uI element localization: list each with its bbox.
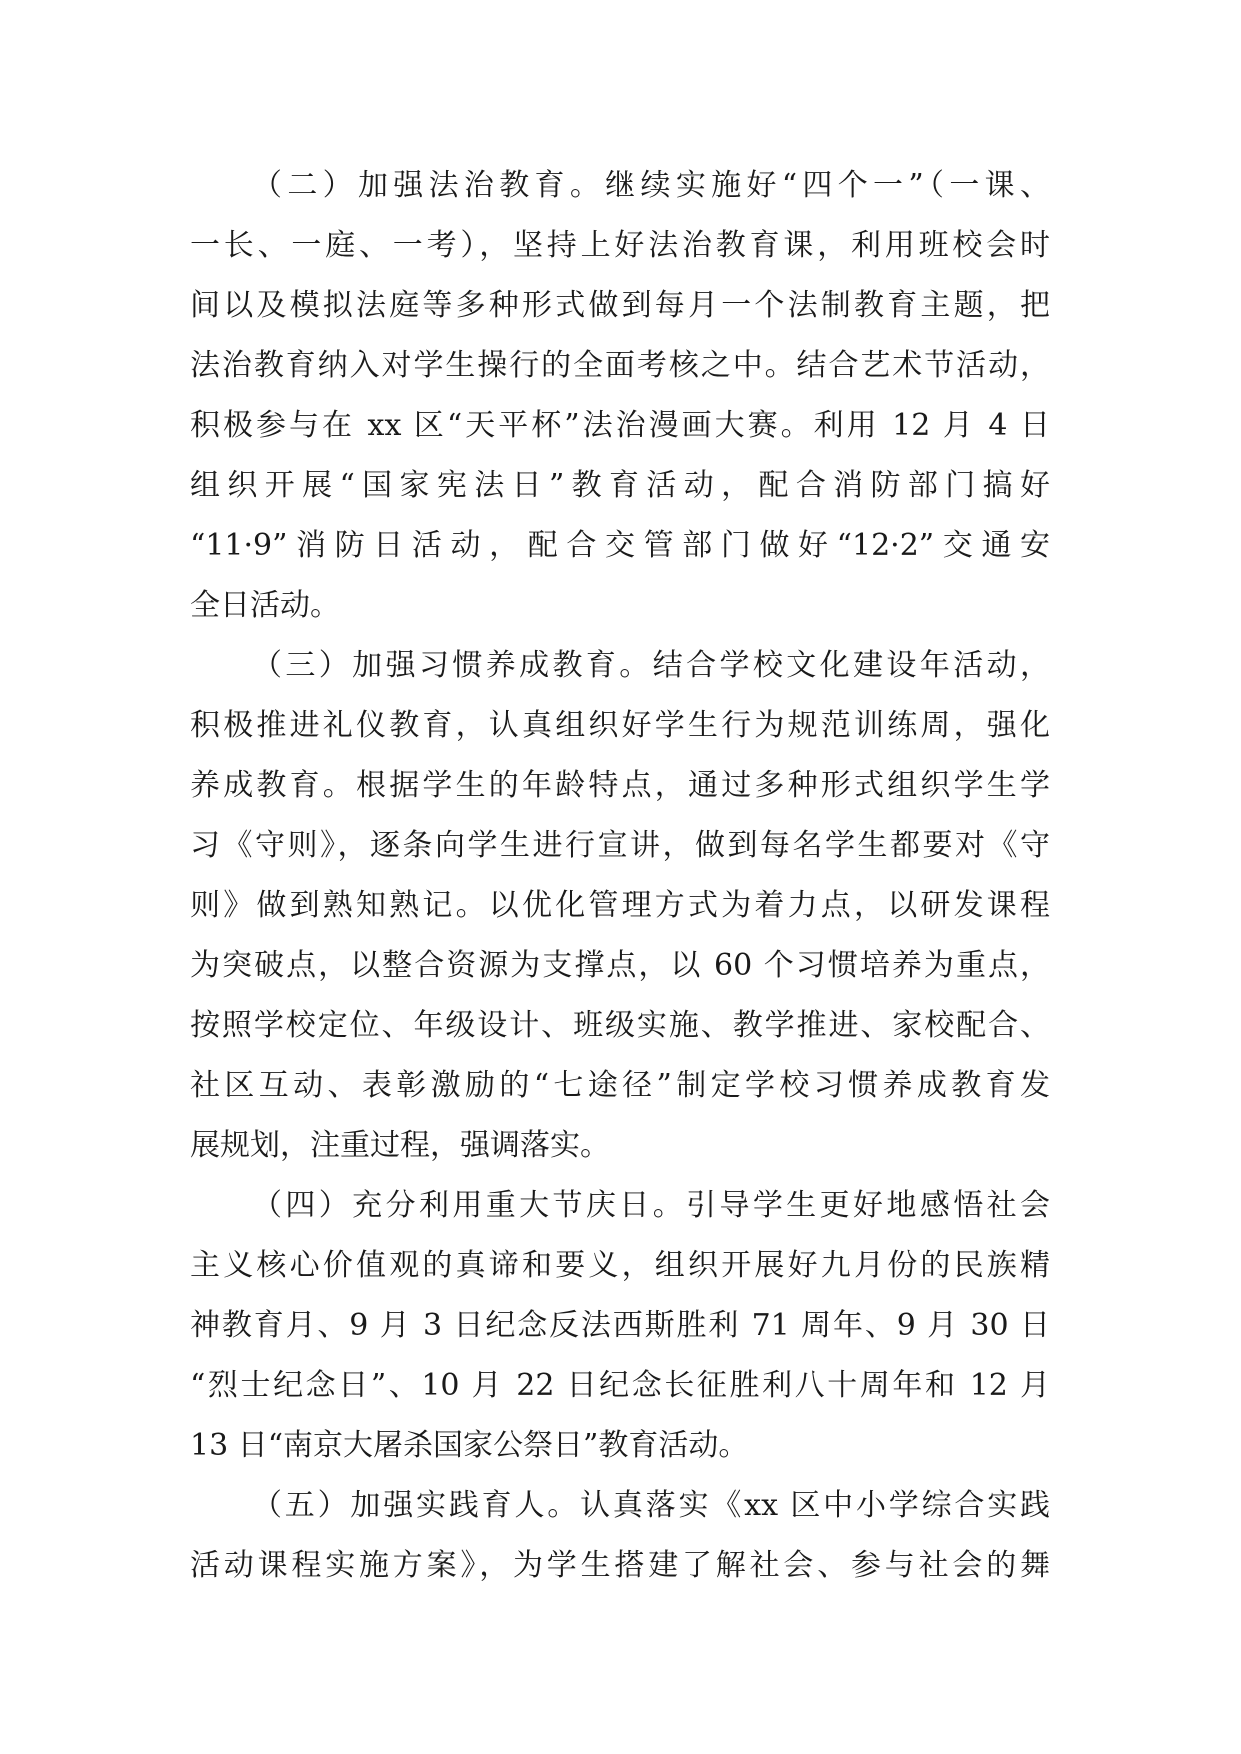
paragraph-first-line: （二）加强法治教育。继续实施好“四个一”（一课、 bbox=[252, 168, 1050, 203]
text-line: 养成教育。根据学生的年龄特点，通过多种形式组织学生学 bbox=[190, 768, 1050, 803]
body-text bbox=[190, 156, 1050, 1596]
text-line: 一长、一庭、一考），坚持上好法治教育课，利用班校会时 bbox=[190, 228, 1050, 263]
paragraph-first-line: （三）加强习惯养成教育。结合学校文化建设年活动， bbox=[252, 648, 1050, 683]
text-line: 为突破点，以整合资源为支撑点，以 60 个习惯培养为重点， bbox=[190, 948, 1050, 983]
text-line: “烈士纪念日”、10 月 22 日纪念长征胜利八十周年和 12 月 bbox=[190, 1368, 1050, 1403]
paragraph-first-line: （四）充分利用重大节庆日。引导学生更好地感悟社会 bbox=[252, 1188, 1050, 1223]
text-line: 全日活动。 bbox=[190, 588, 340, 623]
text-line: 活动课程实施方案》，为学生搭建了解社会、参与社会的舞 bbox=[190, 1548, 1050, 1583]
text-line: 展规划，注重过程，强调落实。 bbox=[190, 1128, 610, 1163]
text-line: 组织开展“国家宪法日”教育活动，配合消防部门搞好 bbox=[190, 468, 1050, 503]
paragraph-first-line: （五）加强实践育人。认真落实《xx 区中小学综合实践 bbox=[252, 1488, 1050, 1523]
text-line: 神教育月、9 月 3 日纪念反法西斯胜利 71 周年、9 月 30 日 bbox=[190, 1308, 1050, 1343]
text-line: 间以及模拟法庭等多种形式做到每月一个法制教育主题，把 bbox=[190, 288, 1050, 323]
text-line: 习《守则》，逐条向学生进行宣讲，做到每名学生都要对《守 bbox=[190, 828, 1050, 863]
text-line: 13 日“南京大屠杀国家公祭日”教育活动。 bbox=[190, 1428, 749, 1463]
text-line: “11·9”消防日活动，配合交管部门做好“12·2”交通安 bbox=[190, 528, 1050, 563]
text-line: 则》做到熟知熟记。以优化管理方式为着力点，以研发课程 bbox=[190, 888, 1050, 923]
text-line: 积极参与在 xx 区“天平杯”法治漫画大赛。利用 12 月 4 日 bbox=[190, 408, 1050, 443]
text-line: 主义核心价值观的真谛和要义，组织开展好九月份的民族精 bbox=[190, 1248, 1050, 1283]
text-line: 按照学校定位、年级设计、班级实施、教学推进、家校配合、 bbox=[190, 1008, 1050, 1043]
text-line: 社区互动、表彰激励的“七途径”制定学校习惯养成教育发 bbox=[190, 1068, 1050, 1103]
text-line: 积极推进礼仪教育，认真组织好学生行为规范训练周，强化 bbox=[190, 708, 1050, 743]
text-line: 法治教育纳入对学生操行的全面考核之中。结合艺术节活动， bbox=[190, 348, 1050, 383]
